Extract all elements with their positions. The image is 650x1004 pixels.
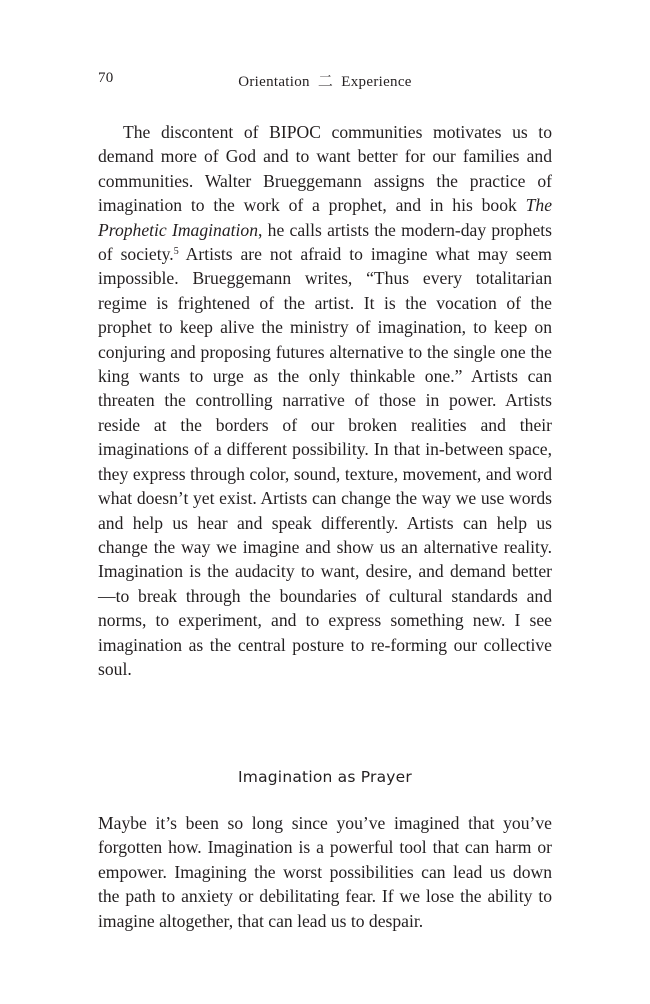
- section-heading: Imagination as Prayer: [238, 768, 412, 786]
- page-number: 70: [98, 70, 114, 86]
- paragraph-text: Artists are not afraid to imagine what may seem impossible. Brueggemann writes, “Thus every totalitarian regime is frightened of the artist. It is the vocation of the prophet to keep alive the ministry of imagination, to keep on conjuring and proposing futures alternative to the single one the king wants to urge as the only thinkable one.” Artists can threaten the controlling narrative of those in power. Artists reside at the borders of our broken realities and their imaginations of a different possibility. In that in-between space, they express through color, sound, texture, movement, and word what doesn’t yet exist. Artists can change the way we use words and help us hear and speak differently. Artists can help us change the way we imagine and show us an alternative reality. Imagination is the audacity to want, desire, and demand better—to break through the boundaries of cultural standards and norms, to experiment, and to express something new. I see imagination as the central posture to re-forming our collective soul.: [98, 244, 552, 679]
- running-title-part: Orientation: [238, 74, 310, 90]
- running-title-part: Experience: [341, 74, 412, 90]
- ornament-icon: 二: [317, 74, 334, 90]
- running-title: [98, 70, 552, 91]
- paragraph-text: The discontent of BIPOC communities motivates us to demand more of God and to want better for our families and communities. Walter Brueggemann assigns the practice of imagination to the work of a prophet, and in his book: [98, 122, 552, 216]
- paragraph-text: , he calls artists the modern-day prophets of society.: [98, 219, 552, 265]
- body-paragraph: Maybe it’s been so long since you’ve imagined that you’ve forgotten how. Imagination is a powerful tool that can harm or empower. Imagining the worst possibilities can lead us down the path to anxiety or debilitating fear. If we lose the ability to imagine altogether, that can lead us to despair.: [98, 813, 552, 931]
- book-title: The Prophetic Imagination: [98, 195, 552, 240]
- running-head: [98, 70, 552, 92]
- body-paragraph: [98, 120, 552, 681]
- footnote-marker[interactable]: 5: [173, 246, 179, 258]
